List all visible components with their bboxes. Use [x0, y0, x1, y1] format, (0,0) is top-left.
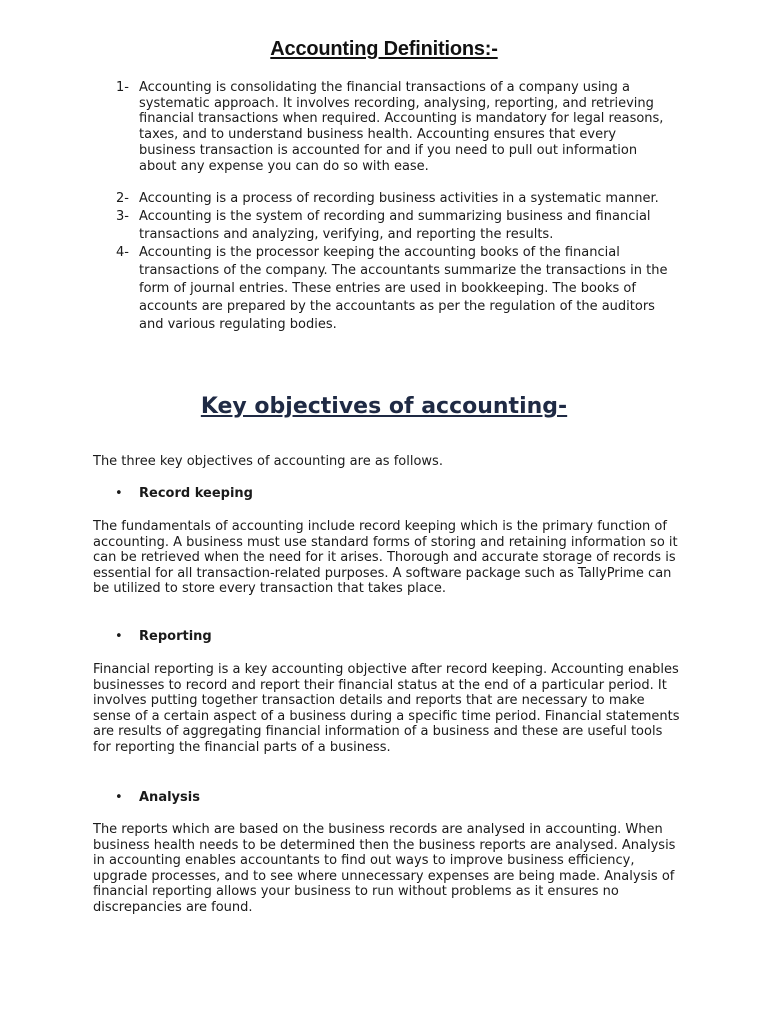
objectives-intro: The three key objectives of accounting are as follows.	[93, 454, 443, 469]
record-keeping-paragraph: The fundamentals of accounting include record keeping which is the primary function of accounting. A business must use standard forms of storing and retaining information so it can be retrieved when the need for it arises. Thorough and accurate storage of records is essential for all transaction-related purposes. A software package such as TallyPrime can be utilized to store every transaction that takes place.	[93, 519, 678, 597]
definition-item	[116, 80, 676, 174]
bullet-label: Record keeping	[139, 486, 253, 501]
objectives-heading: Key objectives of accounting-	[200, 394, 568, 419]
definitions-list	[116, 80, 676, 333]
definitions-title: Accounting Definitions:-	[270, 38, 498, 60]
definition-number: 3-	[116, 209, 129, 225]
analysis-paragraph: The reports which are based on the business records are analysed in accounting. When business health needs to be determined then the business reports are analysed. Analysis in accounting enables accountants to find out ways to improve business efficiency, upgrade processes, and to see where unnecessary expenses are being made. Analysis of financial reporting allows your business to run without problems as it ensures no discrepancies are found.	[93, 822, 676, 915]
bullet-icon: •	[115, 486, 123, 501]
bullet-icon: •	[115, 629, 123, 644]
definition-text: Accounting is the system of recording and summarizing business and financial transactions and analyzing, verifying, and reporting the results.	[139, 209, 651, 243]
reporting-paragraph: Financial reporting is a key accounting objective after record keeping. Accounting enables businesses to record and report their financial status at the end of a particular period. It involves putting together transaction details and reports that are necessary to make sense of a certain aspect of a business during a specific time period. Financial statements are results of aggregating financial information of a business and these are useful tools for reporting the financial parts of a business.	[93, 662, 680, 755]
bullet-label: Analysis	[139, 790, 200, 805]
definition-text: Accounting is a process of recording business activities in a systematic manner.	[139, 191, 659, 207]
bullet-label: Reporting	[139, 629, 212, 644]
definition-number: 4-	[116, 244, 129, 260]
bullet-icon: •	[115, 790, 123, 805]
definition-item	[116, 190, 676, 208]
definition-number: 1-	[116, 80, 129, 95]
definition-item	[116, 244, 676, 334]
definition-number: 2-	[116, 191, 129, 207]
definition-item	[116, 208, 676, 244]
definition-text: Accounting is the processor keeping the accounting books of the financial transactions of the company. The accountants summarize the transactions in the form of journal entries. These entries are used in bookkeeping. The books of accounts are prepared by the accountants as per the regulation of the auditors and various regulating bodies.	[139, 244, 668, 332]
definition-text: Accounting is consolidating the financial transactions of a company using a systematic approach. It involves recording, analysing, reporting, and retrieving financial transactions when required. Accounting is mandatory for legal reasons, taxes, and to understand business health. Accounting ensures that every business transaction is accounted for and if you need to pull out information about any expense you can do so with ease.	[139, 80, 664, 174]
